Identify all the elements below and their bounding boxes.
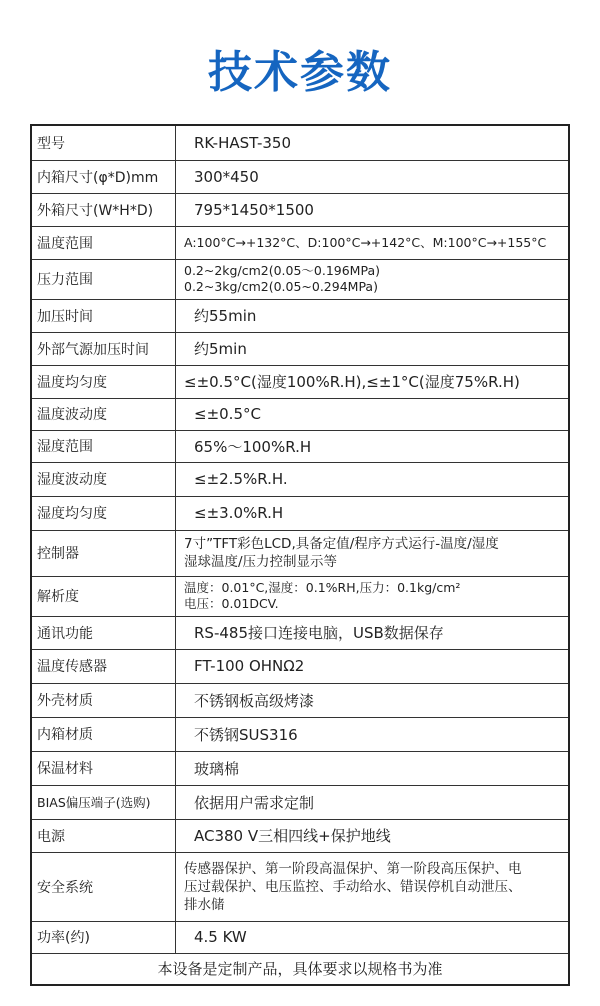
spec-table xyxy=(30,124,570,986)
row-label: 外部气源加压时间 xyxy=(31,332,176,365)
row-value: AC380 V三相四线+保护地线 xyxy=(176,819,570,852)
table-row xyxy=(31,649,569,683)
row-label: 压力范围 xyxy=(31,259,176,299)
row-label: 内箱材质 xyxy=(31,717,176,751)
row-label: 加压时间 xyxy=(31,299,176,332)
row-label: 电源 xyxy=(31,819,176,852)
table-row xyxy=(31,125,569,160)
table-row xyxy=(31,785,569,819)
row-label: 保温材料 xyxy=(31,751,176,785)
table-row xyxy=(31,576,569,616)
row-label: 内箱尺寸(φ*D)mm xyxy=(31,160,176,193)
table-row xyxy=(31,398,569,430)
table-row xyxy=(31,717,569,751)
table-row xyxy=(31,683,569,717)
footer-note: 本设备是定制产品，具体要求以规格书为准 xyxy=(31,953,569,985)
table-row xyxy=(31,496,569,530)
row-value: 依据用户需求定制 xyxy=(176,785,570,819)
row-value: 4.5 KW xyxy=(176,921,570,953)
row-label: 温度波动度 xyxy=(31,398,176,430)
row-value: ≤±3.0%R.H xyxy=(176,496,570,530)
row-value: ≤±2.5%R.H. xyxy=(176,462,570,496)
table-row xyxy=(31,751,569,785)
row-value: 795*1450*1500 xyxy=(176,193,570,226)
page-title: 技术参数 xyxy=(208,47,392,98)
row-label: 外壳材质 xyxy=(31,683,176,717)
row-value: 不锈钢SUS316 xyxy=(176,717,570,751)
table-row xyxy=(31,530,569,576)
row-label: 温度均匀度 xyxy=(31,365,176,398)
row-label: BIAS偏压端子(选购) xyxy=(31,785,176,819)
row-label: 湿度均匀度 xyxy=(31,496,176,530)
row-label: 型号 xyxy=(31,125,176,160)
row-value: FT-100 OHNΩ2 xyxy=(176,649,570,683)
value-line: 7寸”TFT彩色LCD,具备定值/程序方式运行-温度/湿度 xyxy=(184,536,499,552)
table-row xyxy=(31,921,569,953)
value-line: 湿球温度/压力控制显示等 xyxy=(184,554,338,570)
table-row xyxy=(31,259,569,299)
row-label: 湿度波动度 xyxy=(31,462,176,496)
table-row xyxy=(31,299,569,332)
value-line: 压过载保护、电压监控、手动给水、错误停机自动泄压、 xyxy=(184,878,522,895)
table-row xyxy=(31,193,569,226)
row-value: ≤±0.5°C(湿度100%R.H),≤±1°C(湿度75%R.H) xyxy=(176,365,570,398)
row-label: 温度范围 xyxy=(31,226,176,259)
row-label: 安全系统 xyxy=(31,852,176,921)
table-footer-row xyxy=(31,953,569,985)
table-row xyxy=(31,365,569,398)
row-label: 湿度范围 xyxy=(31,430,176,462)
table-row xyxy=(31,819,569,852)
row-label: 控制器 xyxy=(31,530,176,576)
row-value xyxy=(176,576,570,616)
table-row xyxy=(31,430,569,462)
table-row xyxy=(31,332,569,365)
row-value: RS-485接口连接电脑，USB数据保存 xyxy=(176,616,570,649)
table-row xyxy=(31,616,569,649)
row-label: 功率(约) xyxy=(31,921,176,953)
row-value: 约5min xyxy=(176,332,570,365)
value-line: 0.2~3kg/cm2(0.05~0.294MPa) xyxy=(184,279,378,294)
row-value: ≤±0.5°C xyxy=(176,398,570,430)
row-label: 外箱尺寸(W*H*D) xyxy=(31,193,176,226)
table-row xyxy=(31,852,569,921)
row-value xyxy=(176,259,570,299)
value-line: 传感器保护、第一阶段高温保护、第一阶段高压保护、电 xyxy=(184,860,522,877)
value-line: 排水储 xyxy=(184,896,225,913)
row-value: A:100°C→+132°C、D:100°C→+142°C、M:100°C→+155°C xyxy=(176,226,570,259)
value-line: 0.2~2kg/cm2(0.05～0.196MPa) xyxy=(184,263,380,278)
row-value: 300*450 xyxy=(176,160,570,193)
row-value xyxy=(176,530,570,576)
value-line: 温度：0.01°C,湿度：0.1%RH,压力：0.1kg/cm² xyxy=(184,580,461,595)
table-row xyxy=(31,160,569,193)
row-value xyxy=(176,852,570,921)
table-row xyxy=(31,226,569,259)
row-value: 玻璃棉 xyxy=(176,751,570,785)
row-label: 温度传感器 xyxy=(31,649,176,683)
row-value: 约55min xyxy=(176,299,570,332)
row-value: 不锈钢板高级烤漆 xyxy=(176,683,570,717)
row-value: RK-HAST-350 xyxy=(176,125,570,160)
table-row xyxy=(31,462,569,496)
row-label: 解析度 xyxy=(31,576,176,616)
row-label: 通讯功能 xyxy=(31,616,176,649)
value-line: 电压：0.01DCV. xyxy=(184,596,279,611)
row-value: 65%～100%R.H xyxy=(176,430,570,462)
